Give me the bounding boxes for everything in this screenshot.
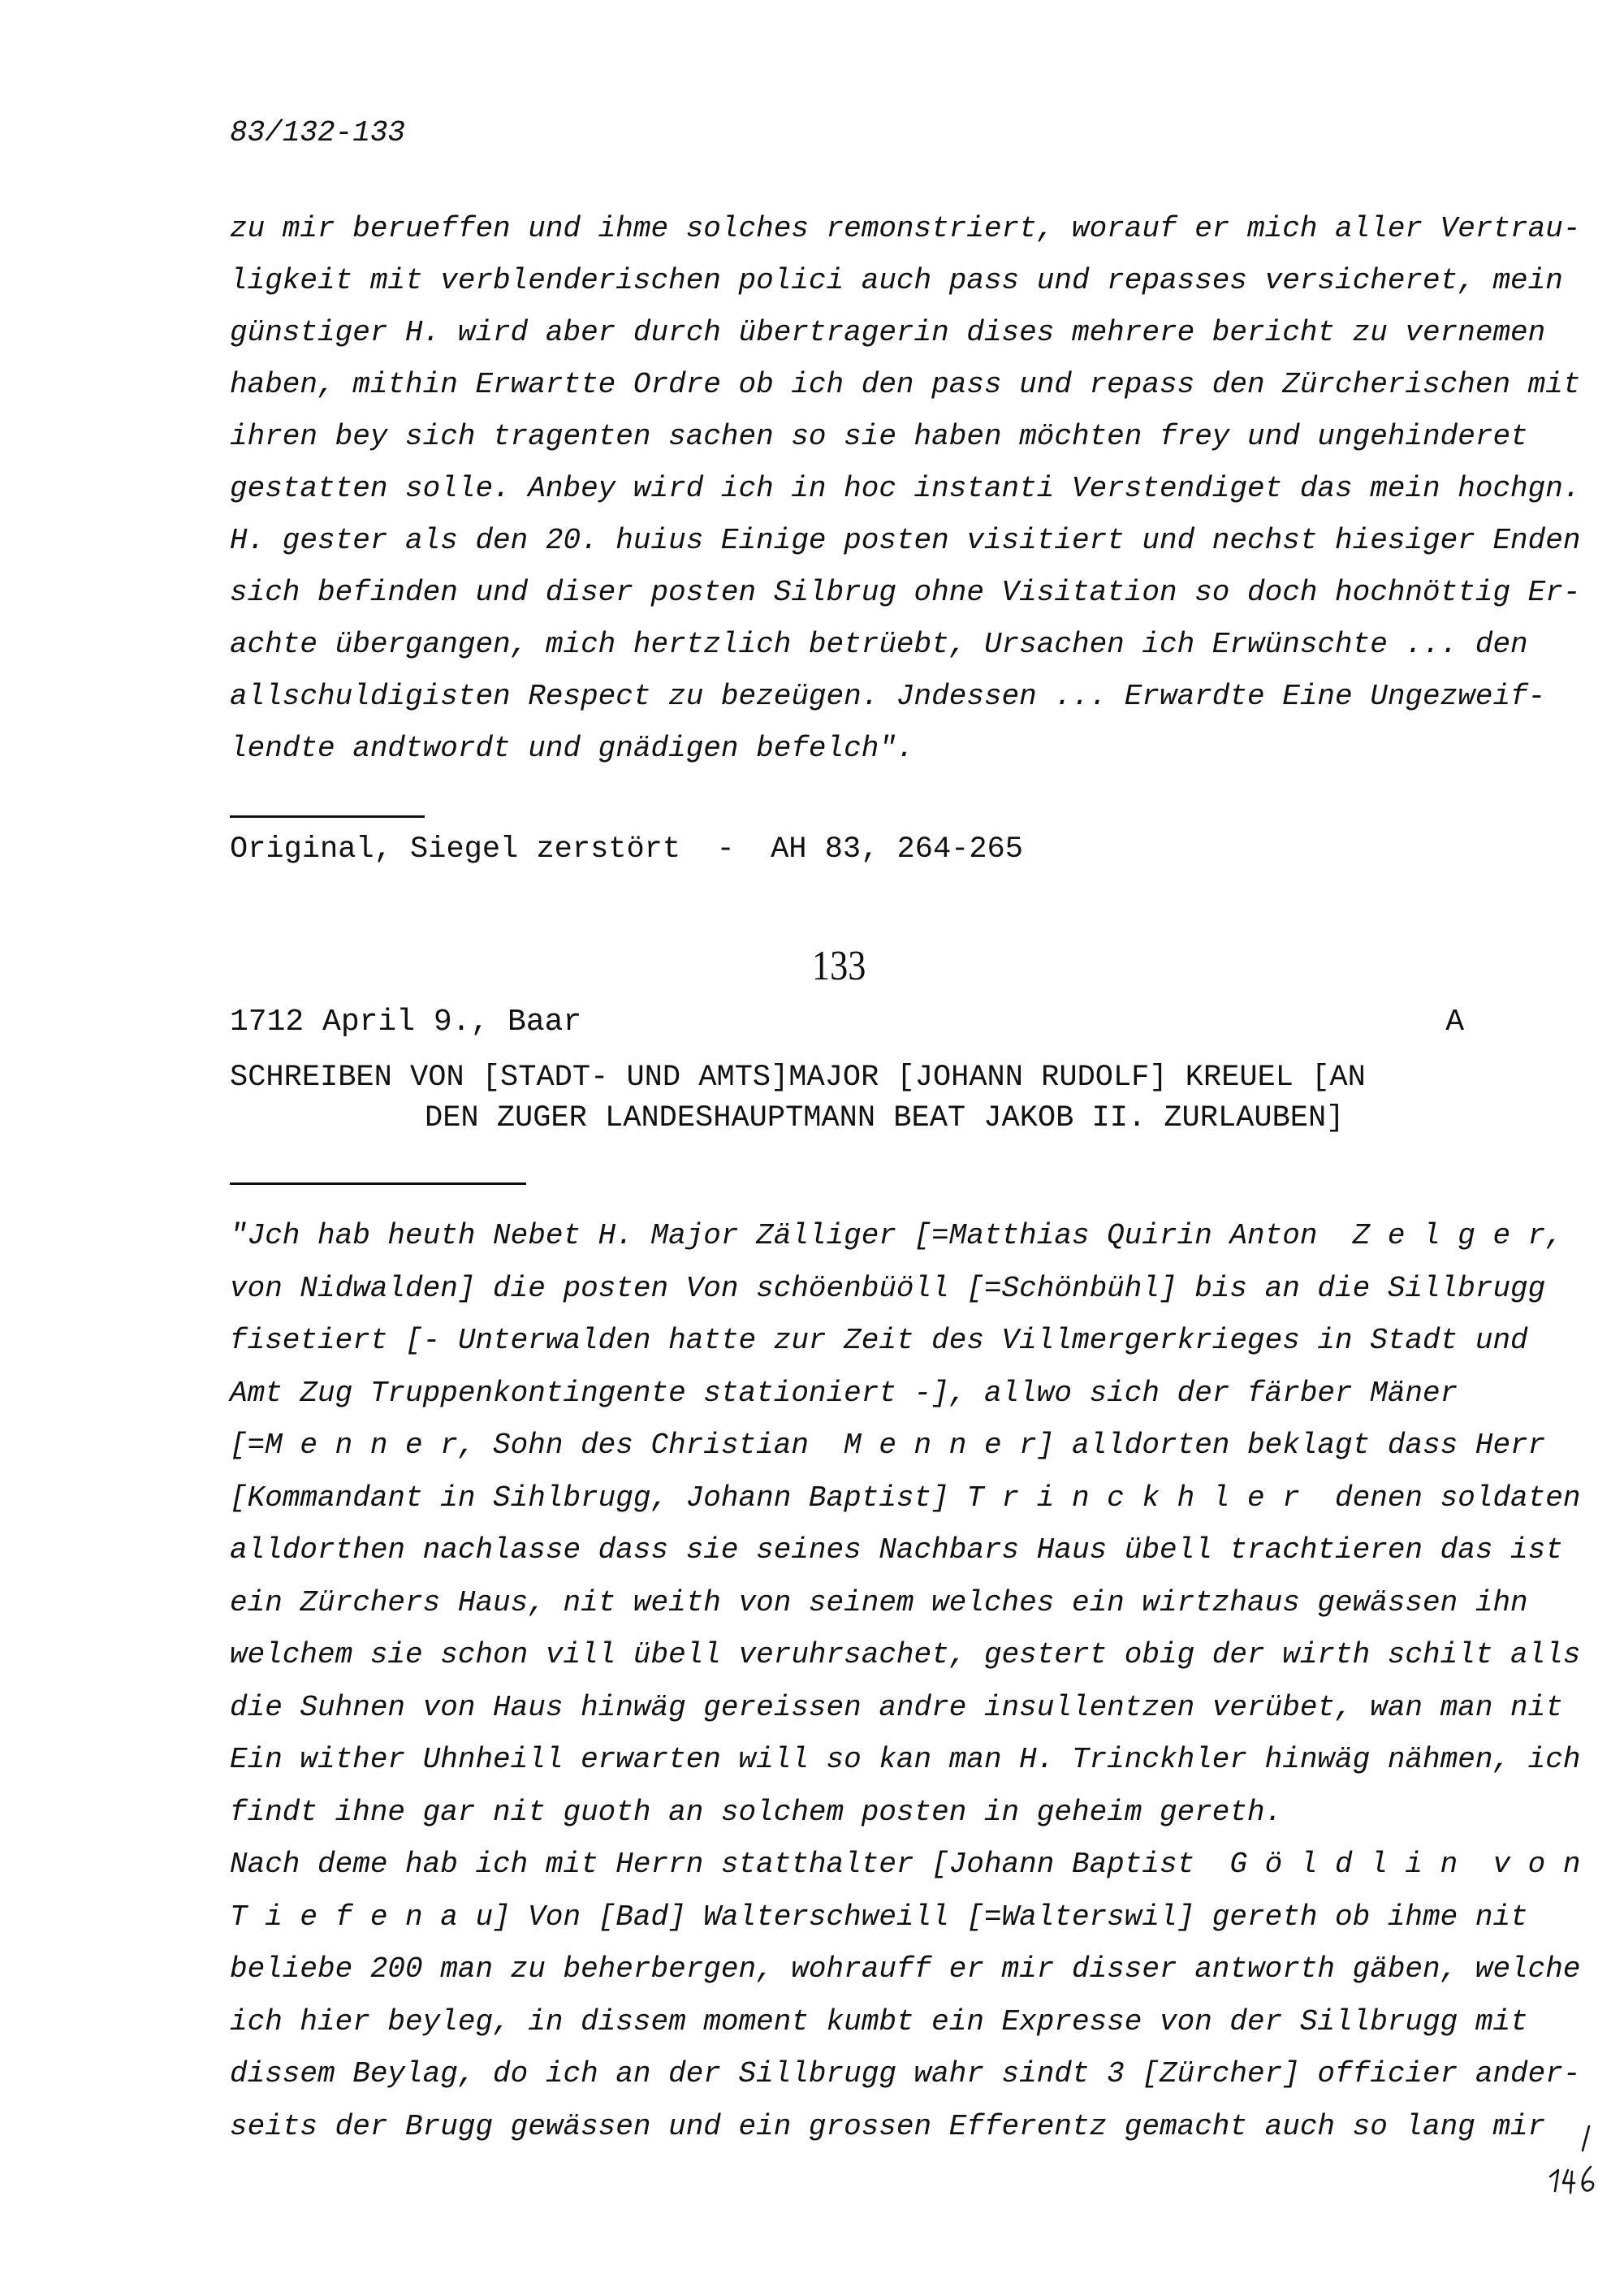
text-line: [=M e n n e r, Sohn des Christian M e n n e r] alldorten beklagt dass Herr (230, 1429, 1546, 1462)
heading-line: SCHREIBEN VON [STADT- UND AMTS]MAJOR [JOHANN RUDOLF] KREUEL [AN (230, 1061, 1366, 1095)
text-line: T i e f e n a u] Von [Bad] Walterschweill [=Walterswil] gereth ob ihme nit (230, 1900, 1528, 1934)
text-line: gestatten solle. Anbey wird ich in hoc instanti Verstendiget das mein hochgn. (230, 472, 1581, 505)
text-line: findt ihne gar nit guoth an solchem posten in geheim gereth. (230, 1795, 1283, 1829)
text-line: [Kommandant in Sihlbrugg, Johann Baptist] T r i n c k h l e r denen soldaten (230, 1481, 1581, 1515)
text-line: fisetiert [- Unterwalden hatte zur Zeit des Villmergerkrieges in Stadt und (230, 1324, 1528, 1357)
text-line: beliebe 200 man zu beherbergen, wohrauff er mir disser antworth gäben, welche (230, 1952, 1581, 1986)
page-reference: 83/132-133 (230, 116, 406, 149)
text-line: Amt Zug Truppenkontingente stationiert -], allwo sich der färber Mäner (230, 1376, 1458, 1410)
text-line: Ein wither Uhnheill erwarten will so kan man H. Trinckhler hinwäg nähmen, ich (230, 1743, 1581, 1776)
text-line: allschuldigisten Respect zu bezeügen. Jndessen ... Erwardte Eine Ungezweif- (230, 680, 1546, 713)
text-line: zu mir berueffen und ihme solches remonstriert, worauf er mich aller Vertrau- (230, 212, 1581, 245)
source-note: Original, Siegel zerstört - AH 83, 264-265 (230, 832, 1023, 867)
document-body (230, 1210, 1581, 2153)
handwritten-folio-number (1547, 2120, 1604, 2201)
text-line: welchem sie schon vill übell veruhrsachet, gestert obig der wirth schilt alls (230, 1638, 1581, 1671)
text-line: "Jch hab heuth Nebet H. Major Zälliger [=Matthias Quirin Anton Z e l g e r, (230, 1219, 1563, 1252)
text-line: ein Zürchers Haus, nit weith von seinem welches ein wirtzhaus gewässen ihn (230, 1585, 1528, 1619)
text-line: H. gester als den 20. huius Einige posten visitiert und nechst hiesiger Enden (230, 524, 1581, 557)
heading-divider (230, 1182, 526, 1185)
document-heading (230, 1057, 1366, 1139)
text-line: von Nidwalden] die posten Von schöenbüöll [=Schönbühl] bis an die Sillbrugg (230, 1271, 1546, 1305)
text-line: ihren bey sich tragenten sachen so sie haben möchten frey und ungehinderet (230, 420, 1528, 453)
text-line: seits der Brugg gewässen und ein grossen Efferentz gemacht auch so lang mir (230, 2109, 1546, 2143)
text-line: günstiger H. wird aber durch übertragerin dises mehrere bericht zu vernemen (230, 316, 1546, 349)
text-line: ligkeit mit verblenderischen polici auch pass und repasses versicheret, mein (230, 264, 1563, 297)
text-line: ich hier beyleg, in dissem moment kumbt ein Expresse von der Sillbrugg mit (230, 2004, 1528, 2038)
heading-line: DEN ZUGER LANDESHAUPTMANN BEAT JAKOB II. ZURLAUBEN] (425, 1101, 1345, 1135)
footnote-divider (230, 815, 425, 818)
text-line: sich befinden und diser posten Silbrug ohne Visitation so doch hochnöttig Er- (230, 576, 1581, 609)
classification-letter: A (1445, 1005, 1464, 1040)
text-line: die Suhnen von Haus hinwäg gereissen andre insullentzen verübet, wan man nit (230, 1690, 1563, 1724)
text-line: haben, mithin Erwartte Ordre ob ich den pass und repass den Zürcherischen mit (230, 368, 1581, 401)
continuation-text (230, 203, 1581, 775)
text-line: lendte andtwordt und gnädigen befelch". (230, 732, 914, 765)
date-place: 1712 April 9., Baar (230, 1005, 582, 1040)
text-line: Nach deme hab ich mit Herrn statthalter [Johann Baptist G ö l d l i n v o n (230, 1848, 1581, 1881)
text-line: achte übergangen, mich hertzlich betrüebt, Ursachen ich Erwünschte ... den (230, 628, 1528, 661)
text-line: dissem Beylag, do ich an der Sillbrugg wahr sindt 3 [Zürcher] officier ander- (230, 2057, 1581, 2090)
document-number: 133 (812, 943, 866, 989)
text-line: alldorthen nachlasse dass sie seines Nachbars Haus übell trachtieren das ist (230, 1533, 1563, 1567)
